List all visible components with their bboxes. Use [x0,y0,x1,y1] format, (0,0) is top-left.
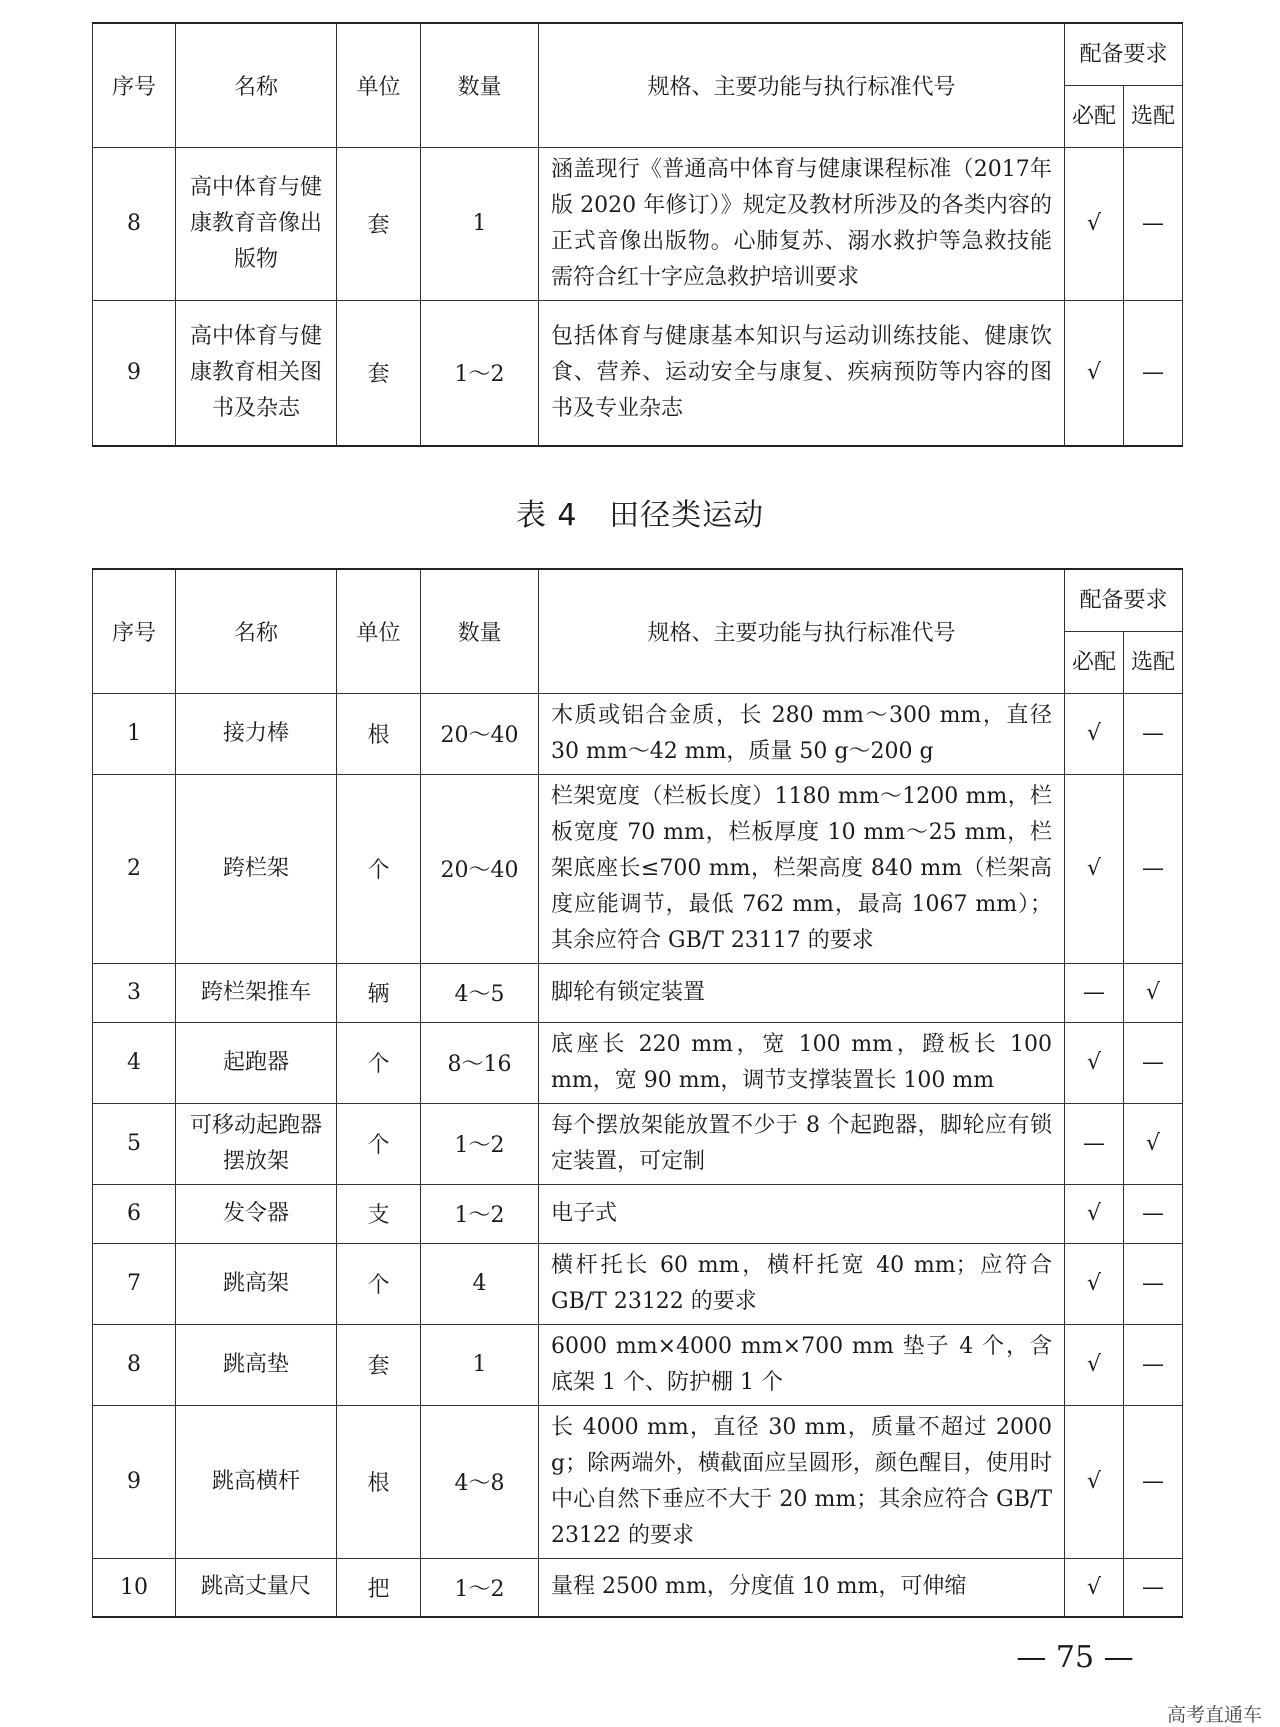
table-row [93,963,1183,1022]
row-unit: 套 [337,1324,421,1405]
row-optional-mark: — [1124,1405,1183,1558]
table-row [93,1324,1183,1405]
header-name: 名称 [176,23,337,147]
row-spec: 脚轮有锁定装置 [539,963,1065,1022]
row-qty: 1～2 [421,1558,539,1617]
row-spec: 底座长 220 mm，宽 100 mm，蹬板长 100 mm，宽 90 mm，调节支撑装置长 100 mm [539,1022,1065,1103]
row-qty: 4 [421,1243,539,1324]
row-seq: 8 [93,1324,176,1405]
header-spec: 规格、主要功能与执行标准代号 [539,23,1065,147]
row-seq: 3 [93,963,176,1022]
row-qty: 1～2 [421,1103,539,1184]
row-required-mark: √ [1065,1243,1124,1324]
row-seq: 6 [93,1184,176,1243]
row-name: 高中体育与健康教育音像出版物 [176,147,337,300]
row-name: 跳高丈量尺 [176,1558,337,1617]
header-requirement: 配备要求 [1065,23,1183,85]
row-unit: 个 [337,1103,421,1184]
row-optional-mark: — [1124,1243,1183,1324]
row-seq: 7 [93,1243,176,1324]
row-unit: 套 [337,147,421,300]
row-qty: 1～2 [421,1184,539,1243]
equipment-table-continued [92,22,1183,447]
table-header [93,23,1183,147]
row-seq: 4 [93,1022,176,1103]
row-unit: 个 [337,1022,421,1103]
header-required: 必配 [1065,85,1124,147]
row-required-mark: √ [1065,300,1124,446]
row-unit: 套 [337,300,421,446]
row-qty: 20～40 [421,774,539,963]
row-unit: 根 [337,1405,421,1558]
row-qty: 4～8 [421,1405,539,1558]
row-spec: 6000 mm×4000 mm×700 mm 垫子 4 个，含底架 1 个、防护棚 1 个 [539,1324,1065,1405]
row-seq: 5 [93,1103,176,1184]
row-required-mark: √ [1065,1022,1124,1103]
row-spec: 量程 2500 mm，分度值 10 mm，可伸缩 [539,1558,1065,1617]
row-name: 跨栏架推车 [176,963,337,1022]
row-required-mark: √ [1065,147,1124,300]
header-required: 必配 [1065,631,1124,693]
table-row [93,147,1183,300]
row-optional-mark: √ [1124,1103,1183,1184]
table-row [93,1405,1183,1558]
row-spec: 涵盖现行《普通高中体育与健康课程标准（2017年版 2020 年修订）》规定及教材所涉及的各类内容的正式音像出版物。心肺复苏、溺水救护等急救技能需符合红十字应急救护培训要求 [539,147,1065,300]
row-seq: 10 [93,1558,176,1617]
row-qty: 4～5 [421,963,539,1022]
table-row [93,774,1183,963]
table-row [93,693,1183,774]
row-spec: 每个摆放架能放置不少于 8 个起跑器，脚轮应有锁定装置，可定制 [539,1103,1065,1184]
row-seq: 8 [93,147,176,300]
row-optional-mark: — [1124,300,1183,446]
row-name: 跨栏架 [176,774,337,963]
row-name: 跳高垫 [176,1324,337,1405]
row-optional-mark: — [1124,1184,1183,1243]
row-optional-mark: — [1124,147,1183,300]
row-seq: 9 [93,1405,176,1558]
table4-name: 田径类运动 [609,498,765,533]
header-seq: 序号 [93,23,176,147]
header-unit: 单位 [337,23,421,147]
row-qty: 1～2 [421,300,539,446]
header-requirement: 配备要求 [1065,569,1183,631]
row-unit: 个 [337,774,421,963]
table-header [93,569,1183,693]
row-required-mark: √ [1065,1184,1124,1243]
row-optional-mark: — [1124,693,1183,774]
row-name: 起跑器 [176,1022,337,1103]
header-unit: 单位 [337,569,421,693]
row-unit: 个 [337,1243,421,1324]
header-optional: 选配 [1124,631,1183,693]
header-qty: 数量 [421,23,539,147]
row-optional-mark: — [1124,774,1183,963]
row-required-mark: √ [1065,1324,1124,1405]
header-seq: 序号 [93,569,176,693]
row-qty: 1 [421,147,539,300]
page-number: — 75 — [1016,1640,1134,1675]
row-seq: 2 [93,774,176,963]
table-row [93,1558,1183,1617]
table-row [93,1103,1183,1184]
row-qty: 20～40 [421,693,539,774]
row-spec: 木质或铝合金质，长 280 mm～300 mm，直径 30 mm～42 mm，质量 50 g～200 g [539,693,1065,774]
row-seq: 1 [93,693,176,774]
row-name: 跳高架 [176,1243,337,1324]
row-unit: 辆 [337,963,421,1022]
table-row [93,1184,1183,1243]
row-spec: 电子式 [539,1184,1065,1243]
row-unit: 支 [337,1184,421,1243]
row-optional-mark: — [1124,1324,1183,1405]
table4-label: 表 4 [515,498,578,533]
row-seq: 9 [93,300,176,446]
row-name: 高中体育与健康教育相关图书及杂志 [176,300,337,446]
row-required-mark: √ [1065,1405,1124,1558]
header-spec: 规格、主要功能与执行标准代号 [539,569,1065,693]
row-required-mark: — [1065,963,1124,1022]
row-optional-mark: — [1124,1558,1183,1617]
row-required-mark: √ [1065,774,1124,963]
row-name: 接力棒 [176,693,337,774]
row-name: 发令器 [176,1184,337,1243]
table-row [93,1022,1183,1103]
row-name: 跳高横杆 [176,1405,337,1558]
row-required-mark: √ [1065,693,1124,774]
row-optional-mark: — [1124,1022,1183,1103]
row-required-mark: — [1065,1103,1124,1184]
row-spec: 长 4000 mm，直径 30 mm，质量不超过 2000 g；除两端外，横截面应呈圆形，颜色醒目，使用时中心自然下垂应不大于 20 mm；其余应符合 GB/T 23122 的要求 [539,1405,1065,1558]
header-optional: 选配 [1124,85,1183,147]
table4-title [0,490,1280,534]
header-name: 名称 [176,569,337,693]
header-qty: 数量 [421,569,539,693]
row-unit: 根 [337,693,421,774]
table-row [93,1243,1183,1324]
table-row [93,300,1183,446]
row-spec: 横杆托长 60 mm，横杆托宽 40 mm；应符合 GB/T 23122 的要求 [539,1243,1065,1324]
row-optional-mark: √ [1124,963,1183,1022]
row-spec: 包括体育与健康基本知识与运动训练技能、健康饮食、营养、运动安全与康复、疾病预防等内容的图书及专业杂志 [539,300,1065,446]
row-required-mark: √ [1065,1558,1124,1617]
track-field-equipment-table [92,568,1183,1618]
row-spec: 栏架宽度（栏板长度）1180 mm～1200 mm，栏板宽度 70 mm，栏板厚度 10 mm～25 mm，栏架底座长≤700 mm，栏架高度 840 mm（栏架高度应能调节，最低 762 mm，最高 1067 mm）；其余应符合 GB/T 23117 的要求 [539,774,1065,963]
row-qty: 8～16 [421,1022,539,1103]
row-qty: 1 [421,1324,539,1405]
row-unit: 把 [337,1558,421,1617]
watermark-text: 高考直通车 [1166,1704,1262,1726]
row-name: 可移动起跑器摆放架 [176,1103,337,1184]
